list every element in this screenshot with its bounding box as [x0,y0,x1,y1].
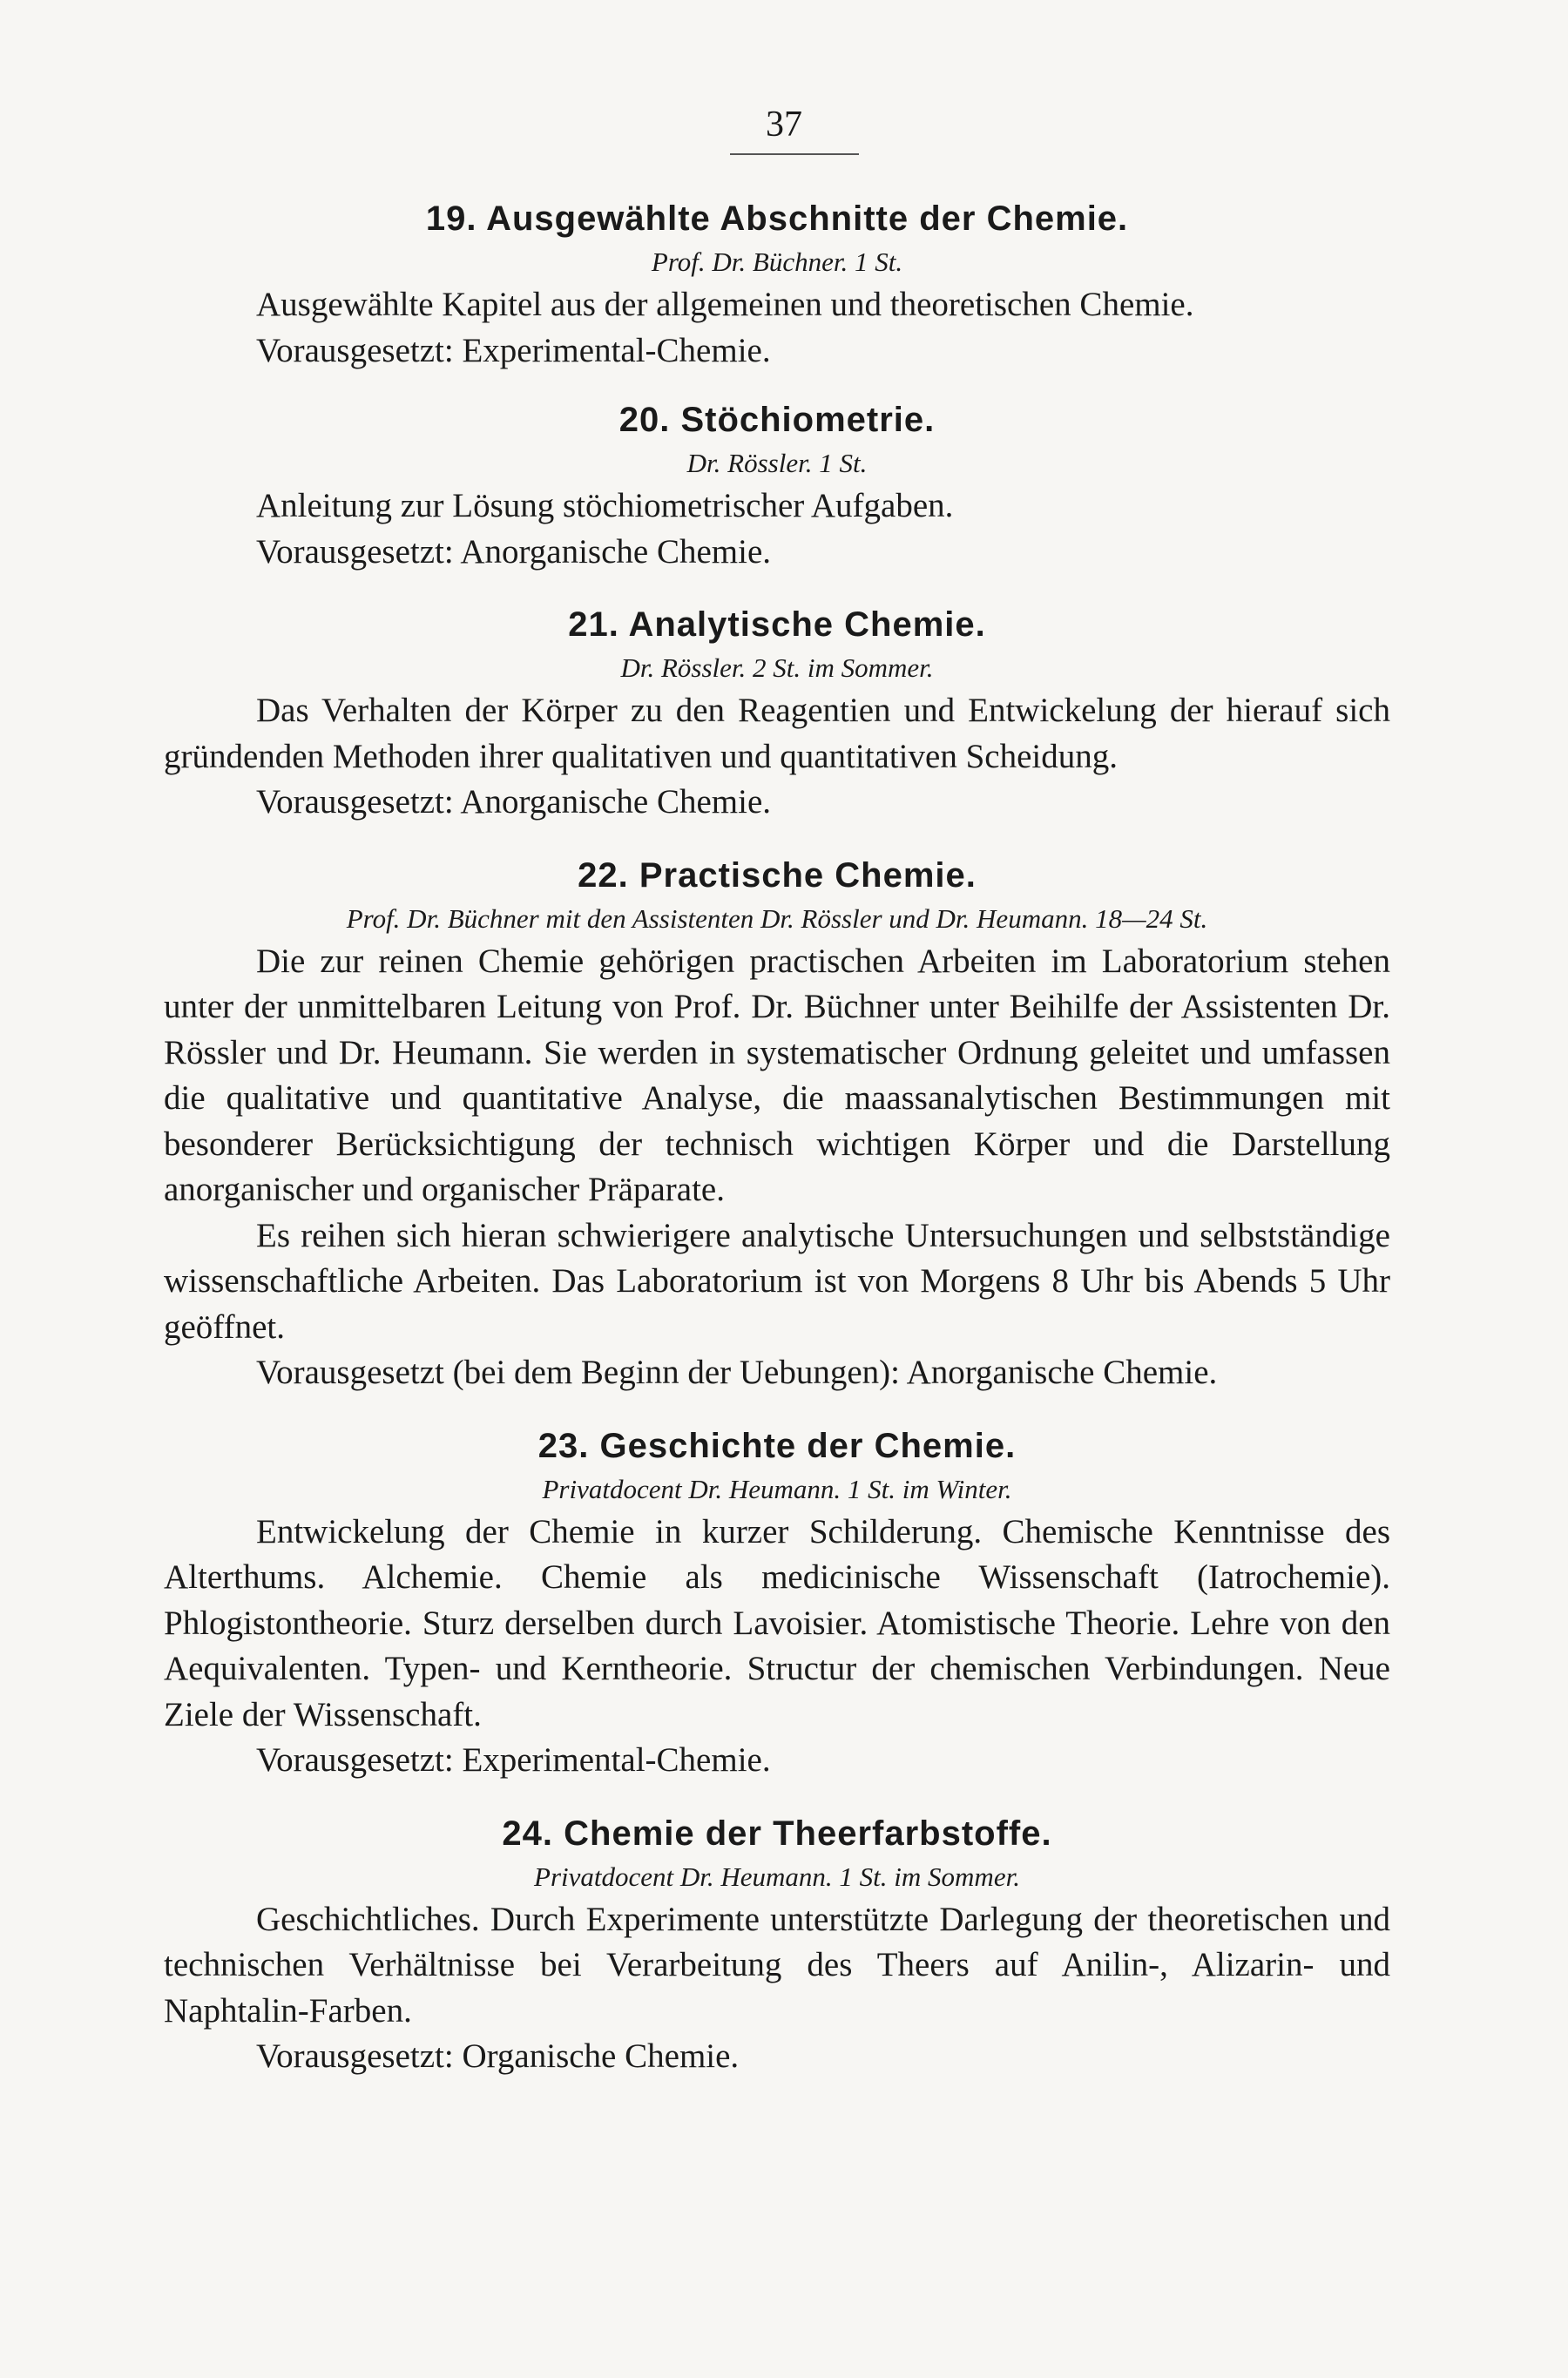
section-heading: 20. Stöchiometrie. [618,401,936,439]
section-20 [164,396,1390,575]
section-requirement: Vorausgesetzt: Experimental-Chemie. [256,331,771,369]
section-heading: 23. Geschichte der Chemie. [537,1426,1017,1465]
section-requirement: Vorausgesetzt: Anorganische Chemie. [256,532,772,571]
section-paragraph: Die zur reinen Chemie gehörigen practischen Arbeiten im Laboratorium stehen unter der unmittelbaren Leitung von Prof. Dr. Büchner unter Beihilfe der Assistenten Dr. Rössler und Dr. Heumann. Sie werden in systematischer Ordnung geleitet und umfassen die qualitative und quantitative Analyse, die maassanalytischen Bestimmungen mit besonderer Berücksichtigung der technisch wichtigen Körper und die Darstellung anorganischer und organischer Präparate. [164,942,1390,1208]
page-number: 37 [766,105,802,145]
section-heading: 19. Ausgewählte Abschnitte der Chemie. [425,199,1129,238]
section-paragraph: Anleitung zur Lösung stöchiometrischer Aufgaben. [256,487,954,524]
section-paragraph: Es reihen sich hieran schwierigere analytische Untersuchungen und selbstständige wissenschaftliche Arbeiten. Das Laboratorium ist von Morgens 8 Uhr bis Abends 5 Uhr geöffnet. [164,1216,1390,1346]
section-requirement: Vorausgesetzt (bei dem Beginn der Uebungen): Anorganische Chemie. [256,1354,1218,1391]
section-byline: Dr. Rössler. 2 St. im Sommer. [620,652,934,683]
section-paragraph: Geschichtliches. Durch Experimente unterstützte Darlegung der theoretischen und technischen Verhältnisse bei Verarbeitung des Theers auf Anilin-, Alizarin- und Naphtalin-Farben. [164,1900,1390,2030]
section-22 [164,852,1390,1396]
section-23 [164,1422,1390,1784]
section-paragraph: Entwickelung der Chemie in kurzer Schilderung. Chemische Kenntnisse des Alterthums. Alchemie. Chemie als medicinische Wissenschaft (Iatrochemie). Phlogistontheorie. Sturz derselben durch Lavoisier. Atomistische Theorie. Lehre von den Aequivalenten. Typen- und Kerntheorie. Structur der chemischen Verbindungen. Neue Ziele der Wissenschaft. [164,1512,1390,1733]
page-number-rule [730,153,859,155]
section-byline: Prof. Dr. Büchner. 1 St. [651,247,903,277]
section-paragraph: Das Verhalten der Körper zu den Reagentien und Entwickelung der hierauf sich gründenden Methoden ihrer qualitativen und quantitativen Scheidung. [164,692,1390,775]
section-heading: 24. Chemie der Theerfarbstoffe. [502,1814,1052,1853]
section-heading: 22. Practische Chemie. [578,855,977,895]
section-24 [164,1810,1390,2080]
section-requirement: Vorausgesetzt: Organische Chemie. [256,2037,740,2075]
section-byline: Prof. Dr. Büchner mit den Assistenten Dr. Rössler und Dr. Heumann. 18—24 St. [346,902,1208,934]
section-byline: Privatdocent Dr. Heumann. 1 St. im Sommer. [534,1861,1020,1892]
section-requirement: Vorausgesetzt: Anorganische Chemie. [256,783,772,821]
page-content [164,192,1390,2080]
section-21 [164,601,1390,826]
section-19 [164,192,1390,374]
section-byline: Dr. Rössler. 1 St. [686,448,868,478]
section-requirement: Vorausgesetzt: Experimental-Chemie. [256,1741,771,1779]
section-paragraph: Ausgewählte Kapitel aus der allgemeinen und theoretischen Chemie. [256,286,1194,323]
section-byline: Privatdocent Dr. Heumann. 1 St. im Winter. [542,1473,1012,1504]
section-heading: 21. Analytische Chemie. [568,605,986,644]
